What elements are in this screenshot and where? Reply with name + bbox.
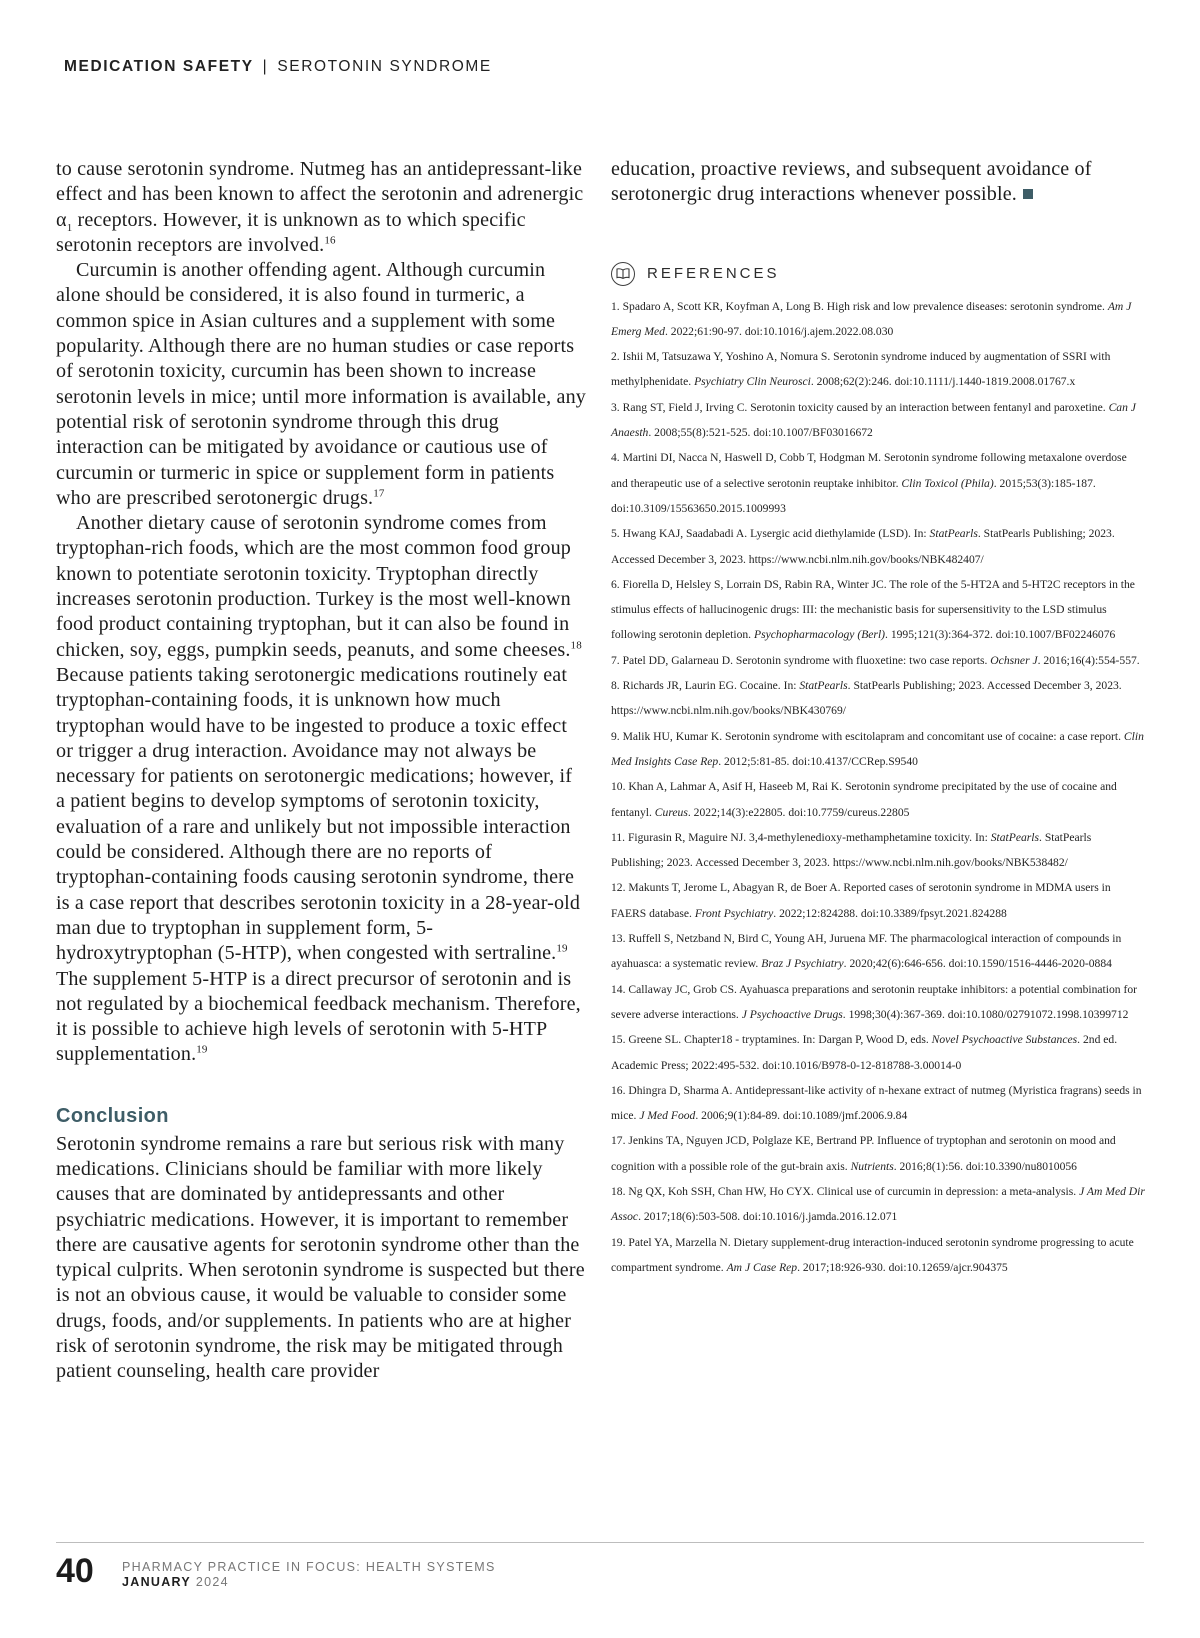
- reference-item: [611, 724, 1145, 775]
- reference-journal: Can J Anaesth: [611, 400, 1136, 440]
- publication-title: PHARMACY PRACTICE IN FOCUS: HEALTH SYSTEMS: [122, 1560, 496, 1574]
- reference-text: . 2020;42(6):646-656. doi:10.1590/1516-4446-2020-0884: [843, 957, 1112, 971]
- reference-item: [611, 395, 1145, 446]
- reference-journal: Nutrients: [850, 1159, 894, 1173]
- reference-journal: Novel Psychoactive Substances: [931, 1033, 1078, 1047]
- reference-item: [611, 875, 1145, 926]
- reference-text: 15. Greene SL. Chapter18 - tryptamines. In: Dargan P, Wood D, eds.: [611, 1033, 932, 1047]
- reference-text: . 2017;18:926-930. doi:10.12659/ajcr.904375: [797, 1260, 1008, 1274]
- citation-19: 19: [556, 942, 568, 955]
- reference-text: 14. Callaway JC, Grob CS. Ayahuasca preparations and serotonin reuptake inhibitors: a potential combination for severe adverse interactions.: [611, 982, 1138, 1021]
- paragraph-tryptophan: [56, 511, 586, 1068]
- citation-18: 18: [570, 638, 582, 651]
- reference-text: 3. Rang ST, Field J, Irving C. Serotonin toxicity caused by an interaction between fentanyl and paroxetine.: [611, 400, 1109, 414]
- reference-journal: Cureus: [654, 805, 688, 819]
- issue-year: 2024: [195, 1575, 229, 1589]
- end-mark-square: [1023, 189, 1033, 199]
- reference-item: [611, 774, 1145, 825]
- reference-text: 10. Khan A, Lahmar A, Asif H, Haseeb M, Rai K. Serotonin syndrome precipitated by the use of cocaine and fentanyl.: [611, 780, 1117, 819]
- reference-text: . 2016;16(4):554-557.: [1037, 653, 1140, 667]
- reference-journal: Ochsner J: [990, 653, 1038, 667]
- topic-label: SEROTONIN SYNDROME: [277, 58, 492, 75]
- reference-text: 6. Fiorella D, Helsley S, Lorrain DS, Rabin RA, Winter JC. The role of the 5-HT2A and 5-HT2C receptors in the stimulus effects of hallucinogenic drugs: III: the mechanistic basis for supersensitivity to the LSD stimulus following serotonin depletion.: [611, 577, 1135, 642]
- reference-journal: Psychiatry Clin Neurosci: [694, 375, 811, 389]
- paragraph-text: education, proactive reviews, and subsequent avoidance of serotonergic drug interactions whenever possible.: [611, 158, 1092, 206]
- reference-text: 13. Ruffell S, Netzband N, Bird C, Young AH, Juruena MF. The pharmacological interaction of compounds in ayahuasca: a systematic review.: [611, 932, 1122, 971]
- paragraph-curcumin: [56, 258, 586, 511]
- reference-text: . StatPearls Publishing; 2023. Accessed December 3, 2023. https://www.ncbi.nlm.nih.gov/books/NBK538482/: [611, 830, 1092, 870]
- reference-text: . 2008;55(8):521-525. doi:10.1007/BF03016672: [648, 426, 873, 440]
- reference-journal: J Med Food: [639, 1109, 696, 1123]
- page-number: 40: [56, 1552, 94, 1590]
- reference-text: 11. Figurasin R, Maguire NJ. 3,4-methylenedioxy-methamphetamine toxicity. In:: [611, 830, 991, 844]
- subscript: 1: [66, 221, 73, 234]
- reference-item: [611, 294, 1145, 345]
- reference-journal: Am J Emerg Med: [611, 299, 1132, 338]
- reference-journal: Braz J Psychiatry: [761, 957, 844, 971]
- references-title: REFERENCES: [647, 265, 780, 283]
- left-column: [56, 157, 586, 1385]
- reference-text: . 2022;14(3):e22805. doi:10.7759/cureus.22805: [687, 805, 910, 819]
- reference-journal: Clin Med Insights Case Rep: [611, 729, 1144, 768]
- reference-item: [611, 344, 1145, 395]
- reference-text: 5. Hwang KAJ, Saadabadi A. Lysergic acid diethylamide (LSD). In:: [611, 527, 930, 541]
- reference-journal: StatPearls: [990, 830, 1040, 844]
- citation-19: 19: [196, 1043, 208, 1056]
- footer-divider: [56, 1542, 1144, 1543]
- reference-item: [611, 825, 1145, 876]
- reference-text: 19. Patel YA, Marzella N. Dietary supplement-drug interaction-induced serotonin syndrome progressing to acute compartment syndrome.: [611, 1235, 1134, 1274]
- header-separator: |: [262, 58, 269, 75]
- paragraph-text: receptors. However, it is unknown as to which specific serotonin receptors are involved.: [56, 208, 526, 256]
- references-heading: [611, 262, 1145, 286]
- reference-text: 12. Makunts T, Jerome L, Abagyan R, de Boer A. Reported cases of serotonin syndrome in MDMA users in FAERS database.: [611, 881, 1111, 920]
- reference-text: . 2016;8(1):56. doi:10.3390/nu8010056: [893, 1159, 1077, 1173]
- paragraph-conclusion: Serotonin syndrome remains a rare but serious risk with many medications. Clinicians should be familiar with more likely causes that are dominated by antidepressants and other psychiatric medications. However, it is important to remember there are causative agents for serotonin syndrome other than the typical culprits. When serotonin syndrome is suspected but there is not an obvious cause, it would be valuable to consider some drugs, foods, and/or supplements. In patients who are at higher risk of serotonin syndrome, the risk may be mitigated through patient counseling, health care provider: [56, 1132, 585, 1383]
- reference-text: . StatPearls Publishing; 2023. Accessed December 3, 2023. https://www.ncbi.nlm.nih.gov/books/NBK482407/: [611, 527, 1115, 566]
- reference-text: . 2012;5:81-85. doi:10.4137/CCRep.S9540: [718, 754, 918, 768]
- paragraph-text: Another dietary cause of serotonin syndrome comes from tryptophan-rich foods, which are the most common food group known to potentiate serotonin toxicity. Tryptophan directly increases serotonin production. Turkey is the most well-known food product containing tryptophan, but it can also be found in chicken, soy, eggs, pumpkin seeds, peanuts, and some cheeses.: [56, 512, 571, 661]
- reference-text: 8. Richards JR, Laurin EG. Cocaine. In:: [611, 679, 800, 693]
- book-icon: [611, 262, 635, 286]
- reference-text: . 2017;18(6):503-508. doi:10.1016/j.jamda.2016.12.071: [638, 1210, 898, 1224]
- reference-text: . 2022;12:824288. doi:10.3389/fpsyt.2021.824288: [773, 906, 1007, 920]
- reference-item: [611, 572, 1145, 648]
- reference-text: 18. Ng QX, Koh SSH, Chan HW, Ho CYX. Clinical use of curcumin in depression: a meta-analysis.: [611, 1184, 1080, 1198]
- reference-text: 7. Patel DD, Galarneau D. Serotonin syndrome with fluoxetine: two case reports.: [611, 653, 991, 667]
- reference-item: [611, 673, 1145, 724]
- reference-journal: Am J Case Rep: [726, 1260, 798, 1274]
- reference-item: [611, 926, 1145, 977]
- right-column: [611, 157, 1145, 1280]
- reference-text: . 2015;53(3):185-187. doi:10.3109/15563650.2015.1009993: [611, 476, 1096, 515]
- reference-journal: StatPearls: [799, 679, 848, 693]
- issue-date: [122, 1575, 496, 1590]
- paragraph-text: Because patients taking serotonergic medications routinely eat tryptophan-containing foods, it is unknown how much tryptophan would have to be ingested to produce a toxic effect or trigger a drug interaction. Avoidance may not always be necessary for patients on serotonergic medications; however, if a patient begins to develop symptoms of serotonin toxicity, evaluation of a rare and unlikely but not impossible interaction could be considered. Although there are no reports of tryptophan-containing foods causing serotonin syndrome, there is a case report that describes serotonin toxicity in a 28-year-old man due to tryptophan in supplement form, 5-hydroxytryptophan (5-HTP), when congested with sertraline.: [56, 663, 581, 965]
- reference-text: 9. Malik HU, Kumar K. Serotonin syndrome with escitolapram and concomitant use of cocaine: a case report.: [611, 729, 1124, 743]
- reference-text: 16. Dhingra D, Sharma A. Antidepressant-like activity of n-hexane extract of nutmeg (Myristica fragrans) seeds in mice.: [611, 1083, 1142, 1123]
- reference-text: . 1995;121(3):364-372. doi:10.1007/BF02246076: [885, 628, 1116, 642]
- reference-text: . 2022;61:90-97. doi:10.1016/j.ajem.2022.08.030: [664, 324, 894, 338]
- conclusion-heading: Conclusion: [56, 1104, 169, 1127]
- section-label: MEDICATION SAFETY: [64, 58, 254, 75]
- running-header: [64, 58, 492, 76]
- reference-text: . StatPearls Publishing; 2023. Accessed December 3, 2023. https://www.ncbi.nlm.nih.gov/books/NBK430769/: [611, 679, 1122, 718]
- reference-item: [611, 521, 1145, 572]
- reference-journal: Front Psychiatry: [694, 906, 774, 920]
- reference-journal: J Psychoactive Drugs: [741, 1007, 843, 1021]
- paragraph-nutmeg: [56, 157, 586, 258]
- reference-journal: Psychopharmacology (Berl): [753, 628, 886, 642]
- reference-journal: Clin Toxicol (Phila): [901, 476, 994, 490]
- citation-17: 17: [373, 487, 385, 500]
- reference-journal: J Am Med Dir Assoc: [611, 1184, 1145, 1224]
- reference-item: [611, 1078, 1145, 1129]
- paragraph-text: Curcumin is another offending agent. Although curcumin alone should be considered, it is also found in turmeric, a common spice in Asian cultures and a supplement with some popularity. Although there are no human studies or case reports of serotonin toxicity, curcumin has been shown to increase serotonin levels in mice; until more information is available, any potential risk of serotonin syndrome through this drug interaction can be mitigated by avoidance or cautious use of curcumin or turmeric in spice or supplement form in patients who are prescribed serotonergic drugs.: [56, 259, 586, 509]
- reference-text: 1. Spadaro A, Scott KR, Koyfman A, Long B. High risk and low prevalence diseases: serotonin syndrome.: [611, 299, 1108, 313]
- paragraph-conclusion-continued: [611, 157, 1145, 208]
- references-list: [611, 294, 1145, 1281]
- reference-journal: StatPearls: [929, 527, 978, 541]
- paragraph-text: The supplement 5-HTP is a direct precursor of serotonin and is not regulated by a biochemical feedback mechanism. Therefore, it is possible to achieve high levels of serotonin with 5-HTP supplementation.: [56, 967, 581, 1066]
- citation-16: 16: [324, 234, 336, 247]
- reference-item: [611, 1128, 1145, 1179]
- reference-text: . 1998;30(4):367-369. doi:10.1080/02791072.1998.10399712: [842, 1007, 1129, 1021]
- reference-item: [611, 1230, 1145, 1281]
- reference-item: [611, 1027, 1145, 1078]
- paragraph-text: to cause serotonin syndrome. Nutmeg has an antidepressant-like effect and has been known to affect the serotonin and adrenergic α: [56, 158, 584, 231]
- reference-item: [611, 977, 1145, 1028]
- publication-info: [122, 1560, 496, 1590]
- issue-month: JANUARY: [122, 1575, 192, 1589]
- reference-item: [611, 648, 1145, 673]
- reference-text: 2. Ishii M, Tatsuzawa Y, Yoshino A, Nomura S. Serotonin syndrome induced by augmentation of SSRI with methylphenidate.: [611, 350, 1111, 389]
- reference-text: 4. Martini DI, Nacca N, Haswell D, Cobb T, Hodgman M. Serotonin syndrome following metaxalone overdose and therapeutic use of a selective serotonin reuptake inhibitor.: [611, 451, 1127, 490]
- reference-text: . 2nd ed. Academic Press; 2022:495-532. doi:10.1016/B978-0-12-818788-3.00014-0: [611, 1033, 1118, 1072]
- reference-item: [611, 445, 1145, 521]
- reference-text: . 2006;9(1):84-89. doi:10.1089/jmf.2006.9.84: [695, 1109, 908, 1123]
- reference-text: 17. Jenkins TA, Nguyen JCD, Polglaze KE, Bertrand PP. Influence of tryptophan and serotonin on mood and cognition with a possible role of the gut-brain axis.: [611, 1134, 1116, 1173]
- reference-text: . 2008;62(2):246. doi:10.1111/j.1440-1819.2008.01767.x: [810, 375, 1076, 389]
- reference-item: [611, 1179, 1145, 1230]
